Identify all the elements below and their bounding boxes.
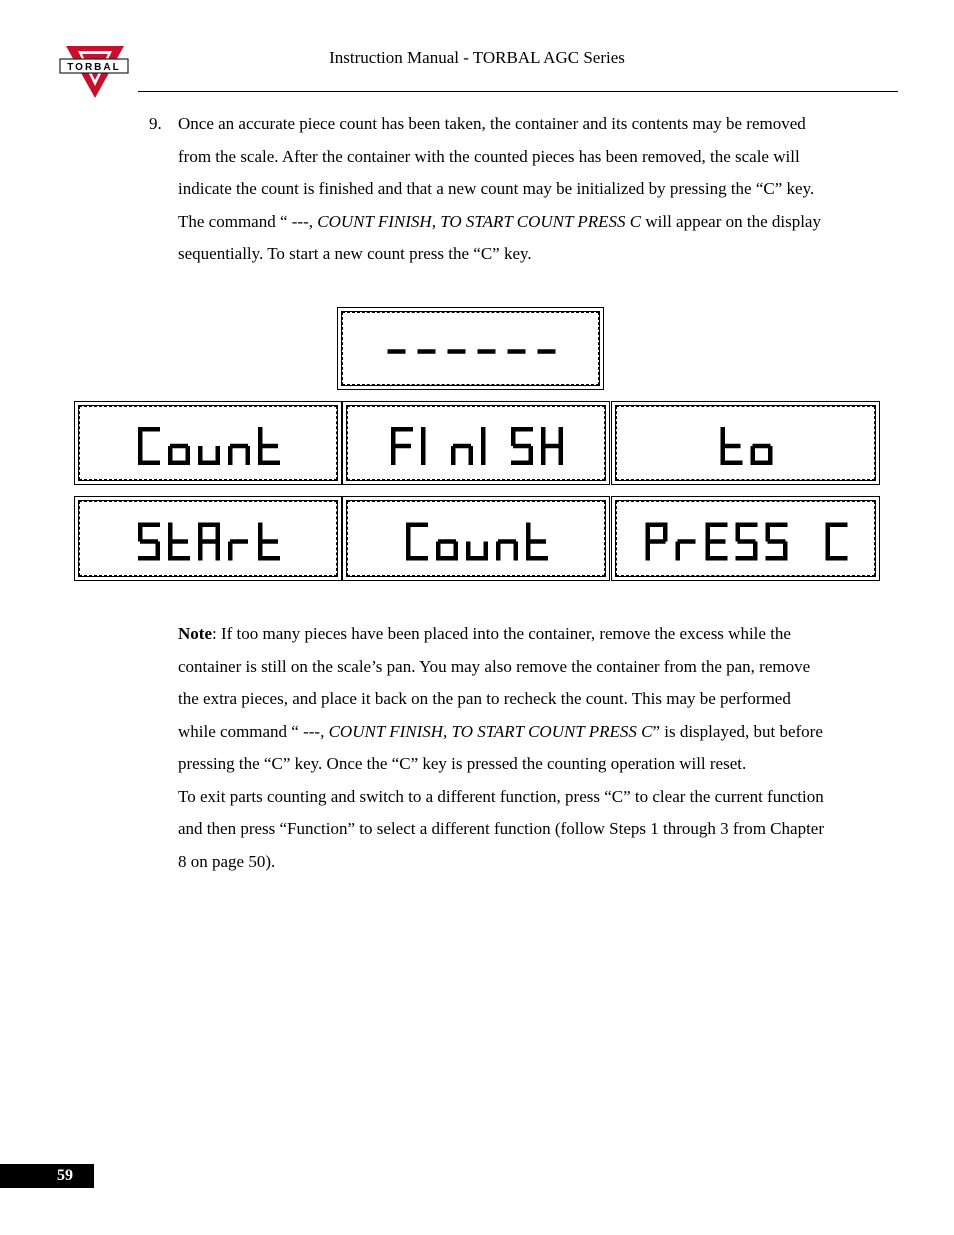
step-9-text [178,108,821,271]
lcd-segment [766,523,771,542]
lcd-segment [230,444,248,449]
lcd-segment [406,542,411,561]
step-9-text-span: The command “ ---, [178,211,318,231]
page-number: 59 [57,1167,73,1184]
lcd-segment [230,539,248,544]
note-line: and then press “Function” to select a different function (follow Steps 1 through 3 from Chapter [178,819,824,838]
lcd-segment [646,523,651,542]
note-line: the extra pieces, and place it back on the pan to recheck the count. This may be performed [178,689,791,708]
lcd-segment [513,444,531,449]
step-9-line: sequentially. To start a new count press the “C” key. [178,244,532,263]
note-line: To exit parts counting and switch to a different function, press “C” to clear the current function [178,786,824,806]
lcd-segment [406,523,411,542]
lcd-segment [258,446,263,465]
lcd-segment [198,446,203,465]
note-text-span: while command “ [178,721,304,741]
lcd-segment [766,556,788,561]
lcd-display-count-2 [342,496,610,581]
lcd-segment [138,556,160,561]
lcd-segment [498,539,516,544]
step-9-line: from the scale. After the container with the counted pieces has been removed, the scale will [178,146,800,166]
lcd-display-to [611,401,880,485]
lcd-segment [436,542,441,561]
lcd-segment [260,539,278,544]
lcd-segment [198,523,203,542]
lcd-segment [168,523,173,542]
lcd-segment [526,542,531,561]
lcd-segment [258,542,263,561]
lcd-digits [338,308,605,391]
lcd-segment [559,427,564,446]
lcd-display-finish [342,401,610,485]
command-sequence-italic: ---, COUNT FINISH, TO START COUNT PRESS C [303,721,653,741]
lcd-segment [418,349,436,354]
lcd-segment [678,539,696,544]
lcd-segment [738,539,756,544]
lcd-segment [708,539,726,544]
lcd-segment [721,446,726,465]
lcd-segment [736,556,758,561]
lcd-segment [138,427,143,446]
lcd-segment [228,542,233,561]
note-line: pressing the “C” key. Once the “C” key is pressed the counting operation will reset. [178,754,747,773]
lcd-display-count [74,401,342,485]
lcd-segment [768,539,786,544]
lcd-digits [343,497,611,582]
lcd-segment [723,444,741,449]
lcd-segment [170,444,188,449]
lcd-digits [612,402,881,486]
header-rule [138,91,898,92]
lcd-segment [826,523,831,542]
note-line: 8 on page 50). [178,851,276,871]
lcd-segment [438,539,456,544]
lcd-segment [538,349,556,354]
lcd-segment [258,427,263,446]
lcd-digits [343,402,611,486]
lcd-segment [528,539,546,544]
lcd-segment [526,523,531,542]
lcd-segment [753,444,771,449]
lcd-digits [75,497,343,582]
lcd-segment [559,446,564,465]
note-text-span: ” is displayed, but before [652,721,823,741]
lcd-segment [721,427,726,446]
lcd-segment [448,349,466,354]
lcd-segment [260,444,278,449]
lcd-segment [496,542,501,561]
lcd-segment [258,523,263,542]
lcd-segment [393,444,411,449]
step-9-line: indicate the count is finished and that a new count may be initialized by pressing the “C” key. [178,179,815,198]
lcd-segment [646,542,651,561]
lcd-segment [706,523,711,542]
lcd-segment [478,349,496,354]
lcd-segment [511,461,533,466]
lcd-display-start [74,496,342,581]
lcd-segment [200,539,218,544]
logo-text: TORBAL [67,62,121,73]
step-9-text-span: will appear on the display [641,211,821,231]
lcd-segment [511,427,516,446]
lcd-segment [391,427,396,446]
lcd-segment [216,542,221,561]
note-line [178,716,824,749]
lcd-segment [228,446,233,465]
lcd-segment [421,427,426,446]
note-line [178,618,824,651]
lcd-segment [676,542,681,561]
lcd-segment [541,446,546,465]
lcd-segment [451,446,456,465]
step-9-line [178,206,821,239]
lcd-segment [216,523,221,542]
lcd-segment [140,539,158,544]
lcd-segment [453,444,471,449]
lcd-segment [514,542,519,561]
lcd-digits [75,402,343,486]
lcd-segment [469,446,474,465]
lcd-digits [612,497,881,582]
lcd-segment [481,446,486,465]
note-text [178,618,824,878]
lcd-segment [663,523,668,542]
header-title: Instruction Manual - TORBAL AGC Series [329,48,625,67]
note-text-span: : If too many pieces have been placed into the container, remove the excess while the [211,624,791,643]
lcd-segment [826,542,831,561]
lcd-segment [168,542,173,561]
lcd-segment [736,523,741,542]
lcd-segment [421,446,426,465]
lcd-segment [541,427,546,446]
lcd-segment [648,539,666,544]
lcd-segment [391,446,396,465]
lcd-display-dashes [337,307,604,390]
lcd-segment [138,523,143,542]
lcd-segment [168,446,173,465]
note-label: Note [178,624,212,643]
command-sequence-italic: COUNT FINISH, TO START COUNT PRESS C [317,211,642,231]
lcd-segment [508,349,526,354]
lcd-segment [751,446,756,465]
step-9-line: Once an accurate piece count has been taken, the container and its contents may be removed [178,114,806,133]
lcd-segment [388,349,406,354]
lcd-segment [246,446,251,465]
lcd-segment [466,542,471,561]
step-number: 9. [149,114,162,133]
lcd-segment [138,446,143,465]
lcd-segment [170,539,188,544]
lcd-display-press-c [611,496,880,581]
lcd-segment [706,542,711,561]
lcd-segment [481,427,486,446]
lcd-segment [543,444,561,449]
lcd-segment [198,542,203,561]
note-line: container is still on the scale’s pan. You may also remove the container from the pan, remove [178,656,811,676]
